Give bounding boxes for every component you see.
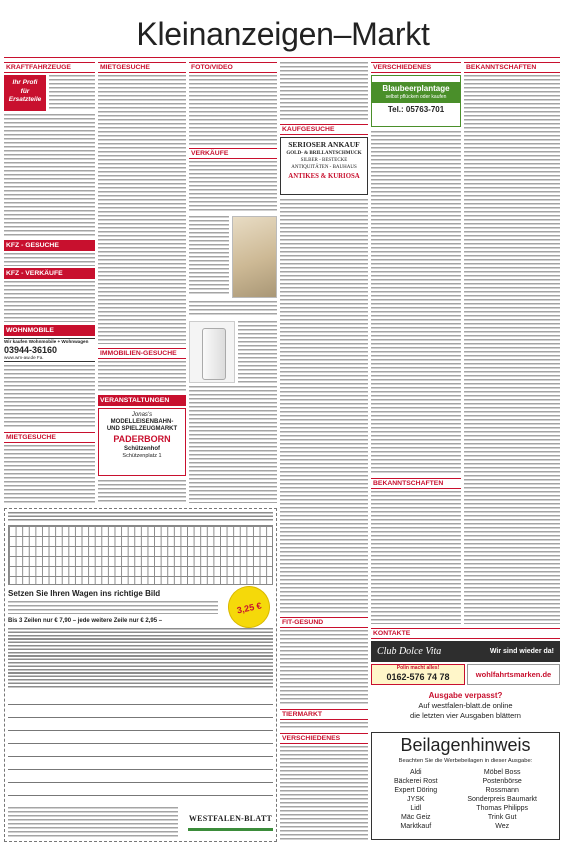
ad-blau-slogan: selbst pflücken oder kaufen (385, 94, 447, 100)
section-header-kontakte: KONTAKTE (371, 628, 560, 639)
promo-line1: Ausgabe verpasst? (428, 691, 503, 700)
text-block (98, 480, 186, 503)
ad-event-line2: UND SPIELZEUGMARKT (106, 426, 178, 432)
beilage-item: Thomas Philipps (476, 805, 529, 812)
beilage-item: Marktkauf (400, 823, 432, 830)
beilagen-box (371, 732, 560, 840)
section-header-fit-gesund: FIT-GESUND (280, 617, 368, 628)
beilage-item: Bäckerei Rost (394, 778, 438, 785)
beilage-item: Rossmann (485, 787, 519, 794)
beilagen-title: Beilagenhinweis (400, 735, 531, 755)
text-block (280, 630, 368, 706)
ad-ankauf-line3: SILBER - BESTECKE (300, 158, 348, 163)
form-headline: Setzen Sie Ihren Wagen ins richtige Bild (8, 589, 161, 598)
ad-club-dolce-vita[interactable] (371, 641, 560, 662)
ad-event-city: PADERBORN (113, 434, 171, 444)
ad-ankauf[interactable] (280, 137, 368, 195)
text-block (189, 161, 277, 213)
beilage-item: Expert Döring (394, 787, 438, 794)
ad-ersatzteile-line2: für (20, 87, 30, 95)
ad-modellbahnmarkt[interactable] (98, 408, 186, 476)
beilagen-list-left (394, 768, 438, 831)
form-fine-print (8, 628, 273, 688)
product-photo (232, 216, 277, 298)
beilage-item: Möbel Boss (483, 769, 521, 776)
ad-wohnmobil-phone: 03944-36160 (4, 344, 58, 355)
ad-ankauf-line4: ANTIQUITÄTEN - BAUHAUS (291, 165, 357, 170)
text-block (371, 491, 461, 624)
section-header-bekanntschaften: BEKANNTSCHAFTEN (464, 62, 560, 73)
section-header-verschiedenes: VERSCHIEDENES (371, 62, 461, 73)
section-header-kaufgesuche: KAUFGESUCHE (280, 124, 368, 135)
form-contact-text (8, 807, 178, 837)
ad-ersatzteile-line1: Ihr Profi (12, 79, 38, 86)
ad-blau-phone: Tel.: 05763-701 (387, 105, 445, 114)
ad-ankauf-line5: ANTIKES & KURIOSA (288, 173, 360, 180)
ad-wohlfahrt-text: wohlfahrtsmarken.de (475, 670, 552, 679)
ad-polin-phone: 0162-576 74 78 (386, 672, 450, 682)
text-block (280, 722, 368, 730)
text-block (189, 75, 277, 145)
section-header-kfz-verkaeufe: KFZ - VERKÄUFE (4, 268, 95, 279)
beilagen-intro: Beachten Sie die Werbebeilagen in dieser Ausgabe: (398, 758, 533, 764)
text-block (189, 301, 277, 317)
form-text-grid[interactable] (8, 525, 273, 585)
beilage-item: Mäc Geiz (401, 814, 431, 821)
section-header-veranstaltungen: VERANSTALTUNGEN (98, 395, 186, 406)
promo-line2: Auf westfalen-blatt.de online (418, 701, 513, 710)
promo-epaper[interactable] (371, 690, 560, 728)
ad-wohnmobil-headline: Wir kaufen Wohnmobile + Wohnwagen (4, 339, 89, 344)
ad-wohnmobil-web: www.wm-aw.de Fa. (4, 354, 44, 360)
text-block (98, 75, 186, 344)
beilage-item: Postenbörse (482, 778, 522, 785)
text-block (49, 75, 95, 111)
ad-blau-name: Blaubeerplantage (382, 84, 450, 93)
ad-club-slogan: Wir sind wieder da! (489, 648, 554, 655)
section-header-wohnmobile: WOHNMOBILE (4, 325, 95, 336)
ad-polin-line1: Polin macht alles! (396, 665, 440, 671)
beilage-item: Trink Gut (487, 814, 517, 821)
ad-wohnmobil[interactable] (4, 338, 95, 362)
text-block (280, 746, 368, 840)
ad-event-line1: MODELLEISENBAHN- (110, 419, 174, 425)
page-title: Kleinanzeigen–Markt (136, 16, 430, 52)
ad-event-venue: Schützenhof (124, 446, 160, 452)
ad-wohlfahrtsmarken[interactable] (467, 664, 560, 685)
section-header-kfz-gesuche: KFZ - GESUCHE (4, 240, 95, 251)
promo-line3: die letzten vier Ausgaben blättern (410, 711, 521, 720)
product-photo (189, 321, 235, 383)
text-block (189, 386, 277, 503)
text-block (4, 281, 95, 322)
text-block (280, 199, 368, 613)
beilage-item: Lidl (410, 805, 422, 812)
ad-ankauf-line1: SERIOSER ANKAUF (288, 140, 360, 149)
text-block (464, 75, 560, 624)
ad-event-address: Schützenplatz 1 (122, 453, 162, 459)
text-block (4, 114, 95, 237)
ad-club-name: Club Dolce Vita (377, 646, 442, 657)
beilagen-list-right (467, 768, 537, 831)
section-header-mietgesuche-col1: MIETGESUCHE (4, 432, 95, 443)
section-header-bekanntschaften-col5: BEKANNTSCHAFTEN (371, 478, 461, 489)
ad-ersatzteile-line3: Ersatzteile (8, 96, 42, 103)
section-header-kraftfahrzeuge: KRAFTFAHRZEUGE (4, 62, 95, 73)
section-header-verschiedenes-col4: VERSCHIEDENES (280, 733, 368, 744)
text-block (371, 131, 461, 474)
text-block (280, 62, 368, 120)
form-instructions (8, 512, 273, 522)
ad-blaubeerplantage[interactable] (371, 75, 461, 127)
beilage-item: JYSK (407, 796, 425, 803)
text-block (4, 253, 95, 266)
text-block (4, 365, 95, 429)
beilage-item: Sonderpreis Baumarkt (467, 796, 537, 803)
ad-ersatzteile[interactable] (4, 75, 46, 111)
section-header-foto-video: FOTO/VIDEO (189, 62, 277, 73)
ad-event-organizer: Jonas's (131, 412, 153, 418)
section-header-tiermarkt: TIERMARKT (280, 709, 368, 720)
text-block (98, 361, 186, 392)
text-block (8, 601, 218, 614)
section-header-mietgesuche: MIETGESUCHE (98, 62, 186, 73)
title-rule (4, 57, 560, 58)
beilage-item: Aldi (409, 769, 422, 776)
westfalen-blatt-logo: WESTFALEN-BLATT (188, 812, 273, 831)
text-block (189, 216, 229, 296)
section-header-verkaeufe: VERKÄUFE (189, 148, 277, 159)
text-block (4, 445, 95, 503)
ad-polin[interactable] (371, 664, 465, 685)
form-price-line: Bis 3 Zeilen nur € 7,90 – jede weitere Zeile nur € 2,95 – (8, 618, 163, 624)
section-header-immobilien-gesuche: IMMOBILIEN-GESUCHE (98, 348, 186, 359)
price-badge: 3,25 € (224, 582, 274, 632)
form-address-fields[interactable] (8, 692, 273, 804)
ad-ankauf-line2: GOLD- & BRILLANTSCHMUCK (286, 151, 362, 156)
beilage-item: Wez (495, 823, 510, 830)
text-block (238, 321, 277, 383)
